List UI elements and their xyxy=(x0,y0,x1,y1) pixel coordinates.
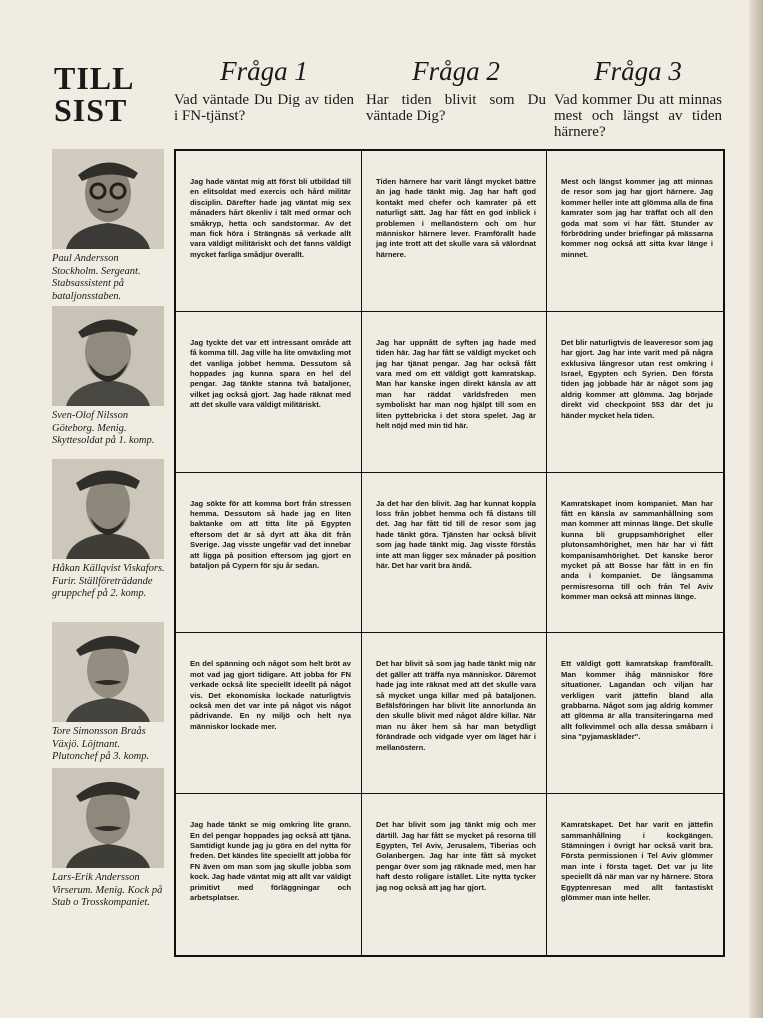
answer-cell: Jag sökte för att komma bort från stressen hemma. Dessutom så hade jag en liten baktanke om att titta lite på Egypten eftersom det är så dyrt att åka dit från Sverige. Jag visste ungefär vad det innebar att ligga på position eftersom jag gjort en bataljon på Cypern för sju år sedan. xyxy=(176,473,362,634)
answer-cell: Ja det har den blivit. Jag har kunnat koppla loss från jobbet hemma och få distans till det. Jag har fått tid till de resor som jag hade tänkt göra. Tjänsten har också blivit som jag hade tänkt mig. Jag visste förstås inte att man ligger sex månader på position här. Det har varit bra ändå. xyxy=(362,473,547,634)
question-1-text: Vad väntade Du Dig av tiden i FN-tjänst? xyxy=(174,92,354,124)
question-2-text: Har tiden blivit som Du väntade Dig? xyxy=(366,92,546,124)
page-binding-shadow xyxy=(749,0,763,1018)
answer-grid xyxy=(174,149,725,957)
portrait-photo xyxy=(52,459,164,559)
question-2-heading: Fråga 2 xyxy=(412,56,500,86)
answer-cell: Jag hade tänkt se mig omkring lite grann. En del pengar hoppades jag också att tjäna. Samtidigt kunde jag ju göra en del nytta för freden. Det kändes lite speciellt att jobba för FN även om man som jag skulle jobba som kock. Jag hade väntat mig att allt var väldigt primitivt med förläggningar och arbetsplatser. xyxy=(176,794,362,955)
answer-cell: Kamratskapet inom kompaniet. Man har fått en känsla av sammanhållning som man kommer att minnas länge. Det skulle kunna bli gruppsamhörighet eller plutonsamhörighet, men här har vi fått kompanisamhörighet. Det kanske beror mycket på att Bosse har fått in en fin anda i kompaniet. De långsamma permisresorna till och från Tel Aviv kommer man också att minnas länge. xyxy=(547,473,723,634)
answer-cell: Jag har uppnått de syften jag hade med tiden här. Jag har fått se väldigt mycket och jag har tjänat pengar. Jag har också fått vara med om ett väldigt gott kamratskap. Man har kanske ingen direkt känsla av att man har räddat världsfreden men symboliskt har man nog hjälpt till som en liten pyttebricka i det stora spelet. Jag är helt nöjd med min tid här. xyxy=(362,312,547,473)
portrait-photo xyxy=(52,768,164,868)
question-1-heading: Fråga 1 xyxy=(220,56,308,86)
respondent-caption: Håkan Källqvist Viskafors. Furir. Ställföreträdande gruppchef på 2. komp. xyxy=(52,563,165,599)
respondent-5 xyxy=(52,768,167,910)
answer-cell: Tiden härnere har varit långt mycket bättre än jag hade tänkt mig. Jag har haft god kontakt med chefer och kamrater på ett naturligt sätt. Jag har fått en god inblick i problemen i mellanöstern och om hur människor härnere lever. Framförallt hade jag inte trott att det skulle vara så välordnat härnere. xyxy=(362,151,547,312)
respondent-4 xyxy=(52,622,167,764)
portrait-photo xyxy=(52,622,164,722)
answer-cell: En del spänning och något som helt bröt av mot vad jag gjort tidigare. Att jobba för FN verkade också lite speciellt ideellt på något vis. Det ekonomiska lockade naturligtvis också men det var inte på något vis något pådrivande. En ny miljö och helt nya människor lockade mer. xyxy=(176,633,362,794)
respondent-caption: Tore Simonsson Braås Växjö. Löjtnant. Plutonchef på 3. komp. xyxy=(52,726,150,762)
respondent-2 xyxy=(52,306,167,448)
respondent-1 xyxy=(52,149,167,303)
answer-cell: Jag tyckte det var ett intressant område att få komma till. Jag ville ha lite omväxling mot det vanliga jobbet hemma. Dessutom så hoppades jag kunna spara en hel del pengar. Jag tänkte stanna två bataljoner, vilket jag också gjort. Jag hade räknat med att det skulle vara väldigt militäriskt. xyxy=(176,312,362,473)
answer-cell: Jag hade väntat mig att först bli utbildad till en elitsoldat med exercis och hård militär disciplin. Därefter hade jag väntat mig sex månaders hårt ökenliv i tält med ormar och småkryp, hetta och sandstormar. Av det man fick höra i Strängnäs så verkade allt vara väldigt militäriskt och det fanns väldigt mycket farliga smådjur överallt. xyxy=(176,151,362,312)
respondent-caption: Sven-Olof Nilsson Göteborg. Menig. Skyttesoldat på 1. komp. xyxy=(52,410,155,446)
respondent-3 xyxy=(52,459,167,601)
respondent-caption: Paul Andersson Stockholm. Sergeant. Stabsassistent på bataljonsstaben. xyxy=(52,253,141,302)
answer-cell: Mest och längst kommer jag att minnas de resor som jag har gjort härnere. Jag kommer heller inte att glömma alla de fina kamrater som jag har träffat och all den goda mat som vi har fått. Stunder av förbrödring under briefingar på mässarna kommer nog också att sitta kvar länge i minnet. xyxy=(547,151,723,312)
question-3 xyxy=(554,56,722,140)
answer-cell: Det blir naturligtvis de leaveresor som jag har gjort. Jag har inte varit med på några exklusiva långresor utan rest omkring i Israel, Egypten och Syrien. Den första tiden jag jobbade här är något som jag aldrig kommer att glömma. Jag började direkt vid checkpoint 553 där det ju händer mycket hela tiden. xyxy=(547,312,723,473)
question-3-heading: Fråga 3 xyxy=(594,56,682,86)
answer-cell: Det har blivit så som jag hade tänkt mig när det gäller att träffa nya människor. Däremot hade jag inte räknat med att det skulle vara så mycket unga killar med på bataljonen. Befälsföringen har blivit lite annorlunda än den skulle blivit med något äldre killar. När man nu åker hem så har man betydligt förändrade och vidgade vyer om läget här i mellanöstern. xyxy=(362,633,547,794)
portrait-photo xyxy=(52,306,164,406)
answer-cell: Kamratskapet. Det har varit en jättefin sammanhållning i kockgängen. Stämningen i övrigt har också varit bra. Första permissionen i Tel Aviv glömmer man inte i första taget. Det var ju lite speciellt då när man var ny härnere. Stora Egyptenresan med allt fantastiskt glömmer man inte heller. xyxy=(561,820,713,903)
answer-cell: Ett väldigt gott kamratskap framförallt. Man kommer ihåg människor före situationer. Lagandan och viljan har verkligen varit jättefin bland alla grabbarna. Något som jag aldrig kommer att glömma är alla transiteringarna med allt folkvimmel och alla dessa småbarn i sina "pyjamaskläder". xyxy=(547,633,723,794)
respondent-caption: Lars-Erik Andersson Virserum. Menig. Kock på Stab o Trosskompaniet. xyxy=(52,872,163,908)
page-title: TILL SIST xyxy=(54,60,133,128)
question-3-text: Vad kommer Du att minnas mest och längst av tiden härnere? xyxy=(554,92,722,140)
question-1 xyxy=(174,56,354,124)
answer-cell: Det har blivit som jag tänkt mig och mer därtill. Jag har fått se mycket på resorna till Egypten, Tel Aviv, Jerusalem, Tiberias och Golanbergen. Jag har inte fått så mycket pengar över som jag räknade med, men har haft desto roligare istället. Lite nytta tycker jag nog också att jag har gjort. xyxy=(362,794,547,955)
portrait-photo xyxy=(52,149,164,249)
question-2 xyxy=(366,56,546,124)
